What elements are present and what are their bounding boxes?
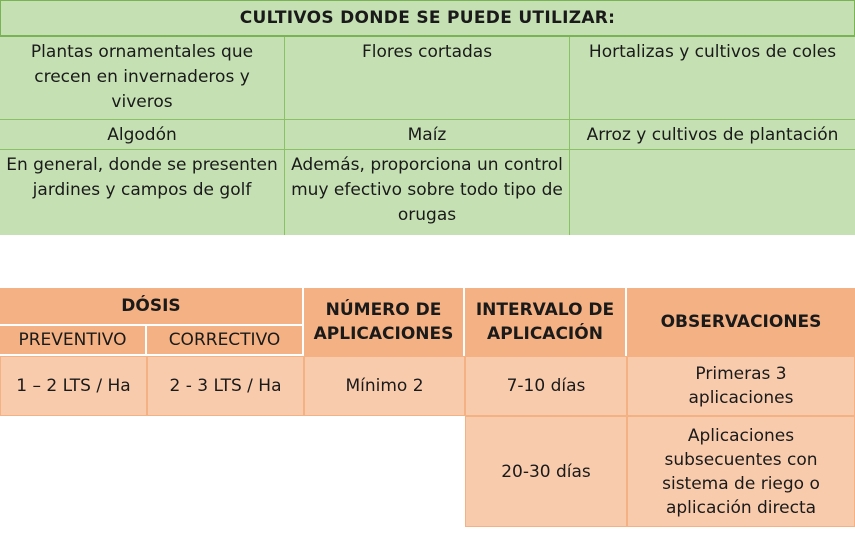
- crop-cell: Flores cortadas: [285, 37, 570, 120]
- cell-observaciones-2-box: [627, 416, 855, 527]
- cell-preventivo: 1 – 2 LTS / Ha: [0, 356, 147, 416]
- header-intervalo: INTERVALO DE APLICACIÓN: [475, 300, 615, 344]
- crop-cell: Algodón: [0, 120, 285, 150]
- crop-cell: En general, donde se presenten jardines y campos de golf: [0, 150, 285, 235]
- crops-table-title: CULTIVOS DONDE SE PUEDE UTILIZAR:: [0, 0, 855, 37]
- cell-intervalo: 7-10 días: [465, 356, 627, 416]
- cell-numero: Mínimo 2: [304, 356, 465, 416]
- header-preventivo: PREVENTIVO: [0, 326, 147, 356]
- crop-cell: [570, 150, 855, 235]
- crops-table: [0, 0, 855, 236]
- header-dosis: DÓSIS: [0, 288, 304, 326]
- cell-observaciones-box: [627, 356, 855, 416]
- crop-cell: Plantas ornamentales que crecen en invernaderos y viveros: [0, 37, 285, 120]
- header-correctivo: CORRECTIVO: [147, 326, 304, 356]
- cell-correctivo: 2 - 3 LTS / Ha: [147, 356, 304, 416]
- header-numero-aplicaciones: NÚMERO DE APLICACIONES: [313, 300, 454, 344]
- crop-cell: Arroz y cultivos de plantación: [570, 120, 855, 150]
- crop-cell: Hortalizas y cultivos de coles: [570, 37, 855, 120]
- header-numero-aplicaciones-cell: [304, 288, 465, 356]
- header-observaciones: OBSERVACIONES: [627, 288, 855, 356]
- header-intervalo-cell: [465, 288, 627, 356]
- dose-table: [0, 288, 855, 536]
- cell-observaciones: Primeras 3 aplicaciones: [688, 364, 794, 408]
- cell-observaciones-2: Aplicaciones subsecuentes con sistema de riego o aplicación directa: [662, 425, 820, 518]
- cell-intervalo-2: 20-30 días: [465, 416, 627, 527]
- crop-cell: Además, proporciona un control muy efectivo sobre todo tipo de orugas: [285, 150, 570, 235]
- crop-cell: Maíz: [285, 120, 570, 150]
